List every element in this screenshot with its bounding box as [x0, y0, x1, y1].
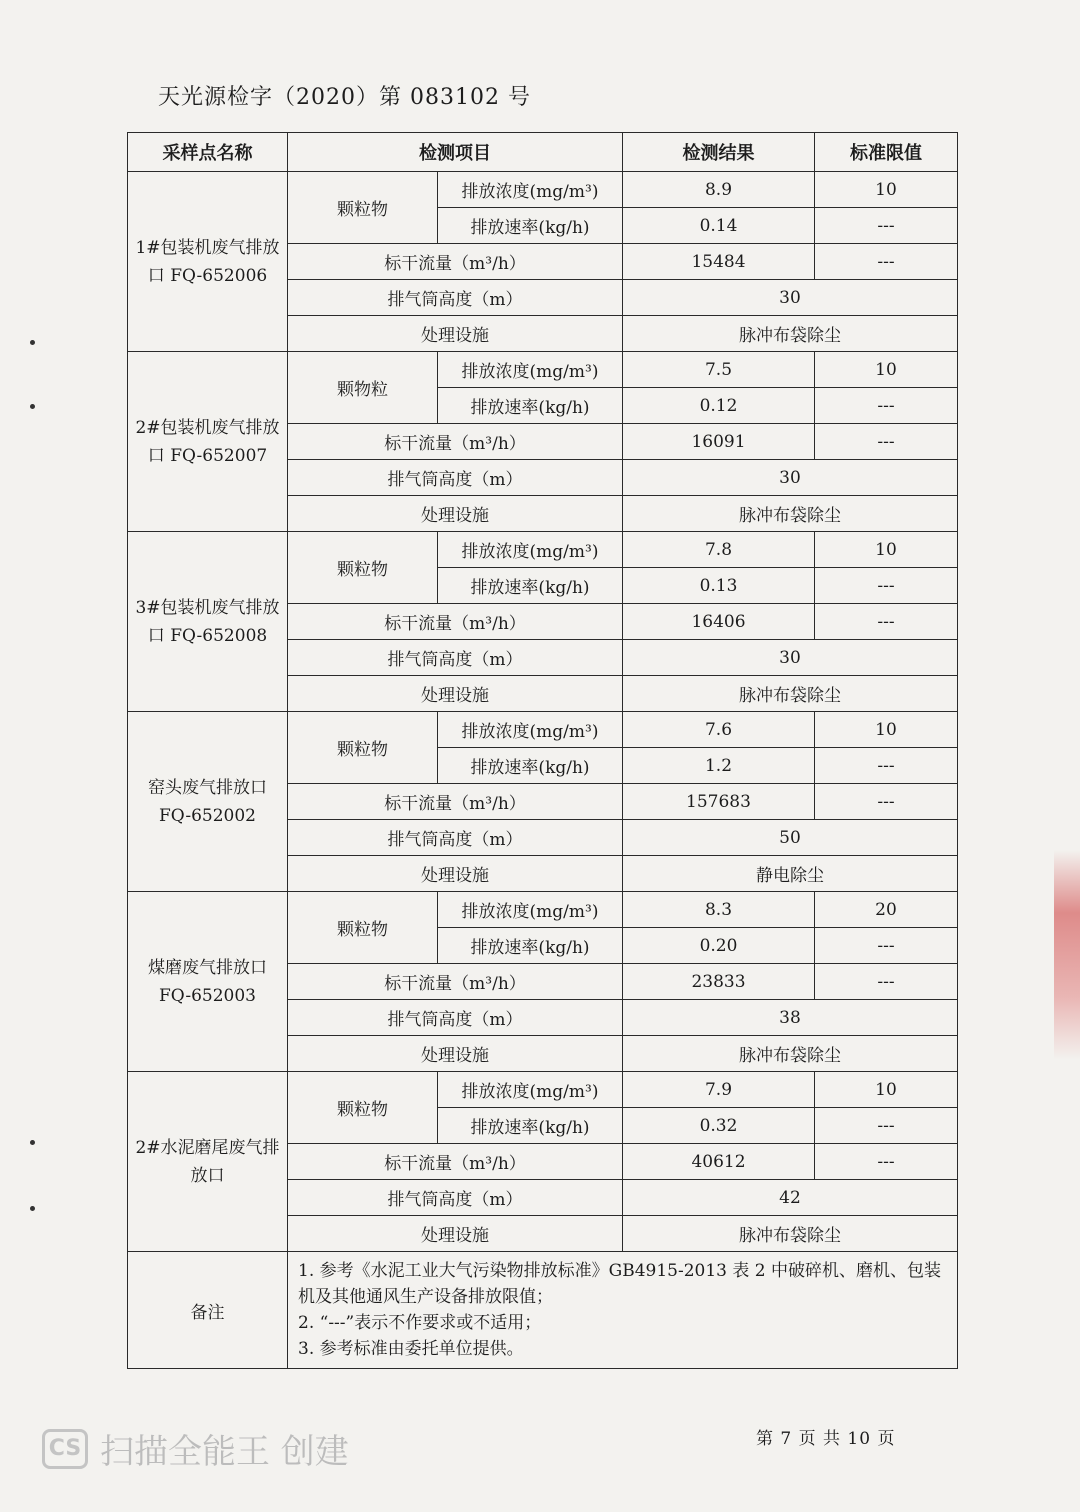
table-row	[128, 892, 958, 928]
flow-limit: ---	[815, 964, 958, 1000]
rate-label: 排放速率(kg/h)	[438, 388, 623, 424]
concentration-label: 排放浓度(mg/m³)	[438, 532, 623, 568]
concentration-limit: 10	[815, 532, 958, 568]
notes-body	[288, 1252, 958, 1369]
treatment-facility-value: 脉冲布袋除尘	[623, 676, 958, 712]
concentration-value: 7.5	[623, 352, 815, 388]
sampling-site-name: 窑头废气排放口 FQ-652002	[128, 712, 288, 892]
report-number: 天光源检字（2020）第 083102 号	[158, 85, 531, 110]
sampling-site-name: 2#水泥磨尾废气排放口	[128, 1072, 288, 1252]
flow-limit: ---	[815, 784, 958, 820]
pollutant-name: 颗粒物	[288, 532, 438, 604]
concentration-value: 7.6	[623, 712, 815, 748]
stack-height-label: 排气筒高度（m）	[288, 1180, 623, 1216]
rate-label: 排放速率(kg/h)	[438, 208, 623, 244]
treatment-facility-value: 脉冲布袋除尘	[623, 1216, 958, 1252]
note-line-2: 2. “---”表示不作要求或不适用；	[298, 1313, 542, 1333]
rate-value: 0.32	[623, 1108, 815, 1144]
treatment-facility-value: 脉冲布袋除尘	[623, 316, 958, 352]
sampling-site-name: 1#包装机废气排放口 FQ-652006	[128, 172, 288, 352]
treatment-facility-label: 处理设施	[288, 856, 623, 892]
treatment-facility-label: 处理设施	[288, 1216, 623, 1252]
concentration-value: 7.8	[623, 532, 815, 568]
flow-value: 16406	[623, 604, 815, 640]
stack-height-label: 排气筒高度（m）	[288, 640, 623, 676]
rate-limit: ---	[815, 928, 958, 964]
treatment-facility-value: 脉冲布袋除尘	[623, 1036, 958, 1072]
rate-label: 排放速率(kg/h)	[438, 568, 623, 604]
concentration-limit: 10	[815, 172, 958, 208]
treatment-facility-value: 静电除尘	[623, 856, 958, 892]
concentration-label: 排放浓度(mg/m³)	[438, 172, 623, 208]
pollutant-name: 颗粒物	[288, 172, 438, 244]
punch-hole-mark	[30, 1206, 35, 1211]
header-item: 检测项目	[288, 133, 623, 172]
sampling-site-name: 煤磨废气排放口 FQ-652003	[128, 892, 288, 1072]
concentration-limit: 20	[815, 892, 958, 928]
table-body	[128, 172, 958, 1252]
flow-value: 40612	[623, 1144, 815, 1180]
flow-value: 16091	[623, 424, 815, 460]
treatment-facility-label: 处理设施	[288, 1036, 623, 1072]
flow-label: 标干流量（m³/h）	[288, 784, 623, 820]
rate-label: 排放速率(kg/h)	[438, 1108, 623, 1144]
stack-height-value: 42	[623, 1180, 958, 1216]
sampling-site-name: 3#包装机废气排放口 FQ-652008	[128, 532, 288, 712]
treatment-facility-label: 处理设施	[288, 676, 623, 712]
flow-value: 23833	[623, 964, 815, 1000]
concentration-limit: 10	[815, 352, 958, 388]
stack-height-label: 排气筒高度（m）	[288, 280, 623, 316]
rate-limit: ---	[815, 748, 958, 784]
stack-height-value: 30	[623, 280, 958, 316]
note-line-1: 1. 参考《水泥工业大气污染物排放标准》GB4915-2013 表 2 中破碎机、磨机、包装机及其他通风生产设备排放限值；	[298, 1261, 941, 1307]
punch-hole-mark	[30, 1140, 35, 1145]
stack-height-label: 排气筒高度（m）	[288, 460, 623, 496]
rate-limit: ---	[815, 388, 958, 424]
flow-limit: ---	[815, 604, 958, 640]
rate-value: 0.20	[623, 928, 815, 964]
page-number: 第 7 页 共 10 页	[756, 1429, 896, 1449]
concentration-label: 排放浓度(mg/m³)	[438, 1072, 623, 1108]
stack-height-label: 排气筒高度（m）	[288, 1000, 623, 1036]
sampling-site-name: 2#包装机废气排放口 FQ-652007	[128, 352, 288, 532]
pollutant-name: 颗粒物	[288, 712, 438, 784]
table-row	[128, 712, 958, 748]
flow-limit: ---	[815, 244, 958, 280]
stack-height-value: 30	[623, 640, 958, 676]
flow-label: 标干流量（m³/h）	[288, 424, 623, 460]
flow-value: 157683	[623, 784, 815, 820]
rate-limit: ---	[815, 568, 958, 604]
rate-value: 0.14	[623, 208, 815, 244]
header-site: 采样点名称	[128, 133, 288, 172]
concentration-limit: 10	[815, 1072, 958, 1108]
flow-limit: ---	[815, 1144, 958, 1180]
notes-label: 备注	[128, 1252, 288, 1369]
scanner-watermark	[42, 1424, 349, 1473]
note-line-3: 3. 参考标准由委托单位提供。	[298, 1339, 524, 1359]
header-result: 检测结果	[623, 133, 815, 172]
concentration-label: 排放浓度(mg/m³)	[438, 892, 623, 928]
table-row	[128, 532, 958, 568]
concentration-label: 排放浓度(mg/m³)	[438, 352, 623, 388]
stack-height-value: 50	[623, 820, 958, 856]
red-seal-edge	[1054, 850, 1080, 1060]
table-row	[128, 172, 958, 208]
flow-limit: ---	[815, 424, 958, 460]
treatment-facility-value: 脉冲布袋除尘	[623, 496, 958, 532]
camscanner-logo-icon: CS	[42, 1429, 88, 1469]
treatment-facility-label: 处理设施	[288, 316, 623, 352]
rate-limit: ---	[815, 1108, 958, 1144]
flow-label: 标干流量（m³/h）	[288, 244, 623, 280]
concentration-value: 7.9	[623, 1072, 815, 1108]
pollutant-name: 颗粒物	[288, 892, 438, 964]
table-row	[128, 352, 958, 388]
pollutant-name: 颗物粒	[288, 352, 438, 424]
punch-hole-mark	[30, 404, 35, 409]
rate-label: 排放速率(kg/h)	[438, 748, 623, 784]
rate-label: 排放速率(kg/h)	[438, 928, 623, 964]
concentration-value: 8.9	[623, 172, 815, 208]
rate-value: 0.12	[623, 388, 815, 424]
watermark-text: 扫描全能王 创建	[100, 1432, 349, 1472]
flow-label: 标干流量（m³/h）	[288, 964, 623, 1000]
rate-value: 1.2	[623, 748, 815, 784]
table-header-row	[128, 133, 958, 172]
concentration-label: 排放浓度(mg/m³)	[438, 712, 623, 748]
rate-value: 0.13	[623, 568, 815, 604]
flow-label: 标干流量（m³/h）	[288, 1144, 623, 1180]
concentration-value: 8.3	[623, 892, 815, 928]
flow-value: 15484	[623, 244, 815, 280]
emission-test-table	[127, 132, 958, 1369]
stack-height-value: 30	[623, 460, 958, 496]
flow-label: 标干流量（m³/h）	[288, 604, 623, 640]
pollutant-name: 颗粒物	[288, 1072, 438, 1144]
stack-height-label: 排气筒高度（m）	[288, 820, 623, 856]
table-row	[128, 1072, 958, 1108]
notes-row	[128, 1252, 958, 1369]
concentration-limit: 10	[815, 712, 958, 748]
punch-hole-mark	[30, 340, 35, 345]
header-limit: 标准限值	[815, 133, 958, 172]
rate-limit: ---	[815, 208, 958, 244]
stack-height-value: 38	[623, 1000, 958, 1036]
treatment-facility-label: 处理设施	[288, 496, 623, 532]
